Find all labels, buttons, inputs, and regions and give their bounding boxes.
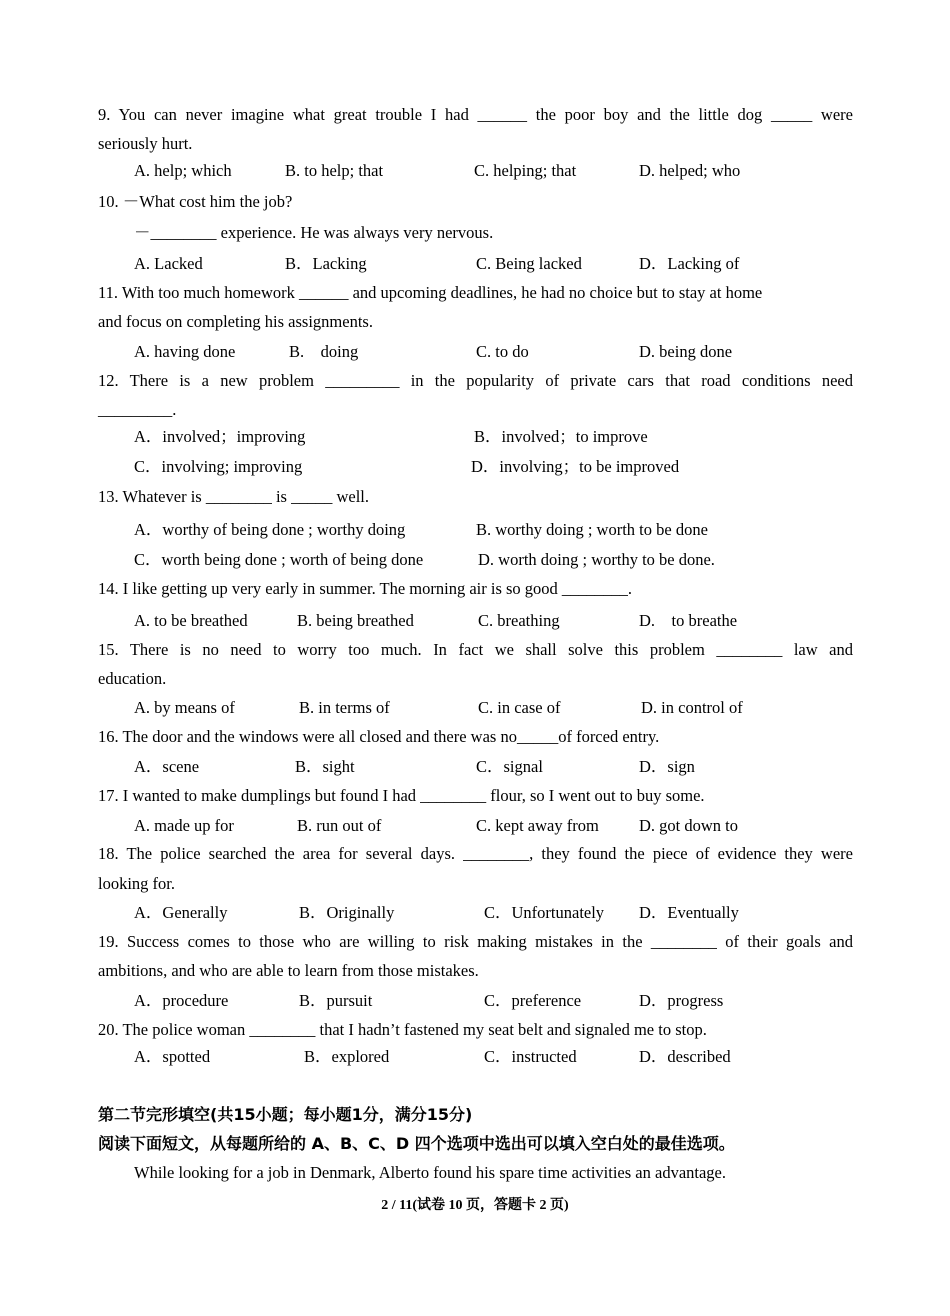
question-15-option-c: C. in case of [478, 698, 561, 717]
question-19-option-c: C．preference [484, 991, 582, 1010]
question-15-option-b: B. in terms of [299, 698, 390, 717]
question-11-option-b: B. doing [289, 342, 359, 361]
question-12-option-b: B．involved；to improve [474, 427, 648, 446]
question-13-stem: 13. Whatever is ________ is _____ well. [98, 487, 369, 506]
question-12-stem-line-2: _________. [98, 400, 177, 419]
question-19-option-b: B．pursuit [299, 991, 373, 1010]
question-12-stem-line-1: 12. There is a new problem _________ in the popularity of private cars that road conditions need [98, 371, 853, 390]
question-20-stem: 20. The police woman ________ that I hadn’t fastened my seat belt and signaled me to stop. [98, 1020, 707, 1039]
question-9-option-d: D. helped; who [639, 161, 741, 180]
question-19-stem-line-2: ambitions, and who are able to learn from those mistakes. [98, 961, 479, 980]
question-10-option-c: C. Being lacked [476, 254, 582, 273]
question-9-stem-line-2: seriously hurt. [98, 134, 193, 153]
question-18-option-b: B．Originally [299, 903, 395, 922]
question-20-option-a: A．spotted [134, 1047, 211, 1066]
question-14-stem: 14. I like getting up very early in summer. The morning air is so good ________. [98, 579, 633, 598]
question-15-option-d: D. in control of [641, 698, 743, 717]
question-20-option-d: D．described [639, 1047, 731, 1066]
question-9-option-a: A. help; which [134, 161, 232, 180]
question-11-option-a: A. having done [134, 342, 236, 361]
question-18-option-d: D．Eventually [639, 903, 739, 922]
question-13-option-b: B. worthy doing ; worth to be done [476, 520, 708, 539]
question-19-stem-line-1: 19. Success comes to those who are willing to risk making mistakes in the ________ of their goals and [98, 932, 853, 951]
question-10-option-a: A. Lacked [134, 254, 203, 273]
question-11-stem-line-2: and focus on completing his assignments. [98, 312, 373, 331]
question-11-stem-line-1: 11. With too much homework ______ and upcoming deadlines, he had no choice but to stay at home [98, 283, 763, 302]
question-10-option-d: D．Lacking of [639, 254, 740, 273]
question-17-option-b: B. run out of [297, 816, 382, 835]
question-18-stem-line-1: 18. The police searched the area for several days. ________, they found the piece of evidence they were [98, 844, 853, 863]
question-11-option-c: C. to do [476, 342, 529, 361]
question-17-option-c: C. kept away from [476, 816, 599, 835]
question-10-stem-line-1: 10. －What cost him the job? [98, 192, 293, 211]
passage-first-line: While looking for a job in Denmark, Alberto found his spare time activities an advantage. [134, 1163, 727, 1182]
question-19-option-a: A．procedure [134, 991, 229, 1010]
question-13-option-a: A．worthy of being done ; worthy doing [134, 520, 406, 539]
question-14-option-c: C. breathing [478, 611, 560, 630]
question-20-option-c: C．instructed [484, 1047, 577, 1066]
question-16-option-b: B．sight [295, 757, 355, 776]
question-9-option-b: B. to help; that [285, 161, 384, 180]
question-12-option-a: A．involved；improving [134, 427, 306, 446]
question-15-option-a: A. by means of [134, 698, 235, 717]
question-18-option-a: A．Generally [134, 903, 228, 922]
question-13-option-c: C．worth being done ; worth of being done [134, 550, 424, 569]
question-12-option-c: C．involving; improving [134, 457, 303, 476]
question-11-option-d: D. being done [639, 342, 733, 361]
question-18-option-c: C．Unfortunately [484, 903, 605, 922]
question-20-option-b: B．explored [304, 1047, 390, 1066]
question-15-stem-line-1: 15. There is no need to worry too much. In fact we shall solve this problem ________ law and [98, 640, 853, 659]
section-instruction: 阅读下面短文，从每题所给的 A、B、C、D 四个选项中选出可以填入空白处的最佳选项。 [98, 1134, 735, 1153]
question-10-option-b: B．Lacking [285, 254, 367, 273]
question-16-option-c: C．signal [476, 757, 543, 776]
question-16-stem: 16. The door and the windows were all closed and there was no_____of forced entry. [98, 727, 660, 746]
question-14-option-d: D. to breathe [639, 611, 738, 630]
question-17-stem: 17. I wanted to make dumplings but found I had ________ flour, so I went out to buy some. [98, 786, 705, 805]
question-12-option-d: D．involving；to be improved [471, 457, 680, 476]
question-9-stem-line-1: 9. You can never imagine what great trouble I had ______ the poor boy and the little dog _____ were [98, 105, 853, 124]
question-9-option-c: C. helping; that [474, 161, 577, 180]
question-19-option-d: D．progress [639, 991, 724, 1010]
question-14-option-a: A. to be breathed [134, 611, 248, 630]
question-15-stem-line-2: education. [98, 669, 167, 688]
question-14-option-b: B. being breathed [297, 611, 414, 630]
question-16-option-d: D．sign [639, 757, 695, 776]
question-10-stem-line-2: －________ experience. He was always very nervous. [134, 223, 494, 242]
question-13-option-d: D. worth doing ; worthy to be done. [478, 550, 715, 569]
question-17-option-a: A. made up for [134, 816, 234, 835]
section-heading: 第二节完形填空(共15小题；每小题1分，满分15分) [98, 1105, 473, 1124]
question-16-option-a: A．scene [134, 757, 200, 776]
page-footer: 2 / 11(试卷 10 页，答题卡 2 页) [381, 1198, 569, 1213]
question-17-option-d: D. got down to [639, 816, 738, 835]
question-18-stem-line-2: looking for. [98, 874, 175, 893]
